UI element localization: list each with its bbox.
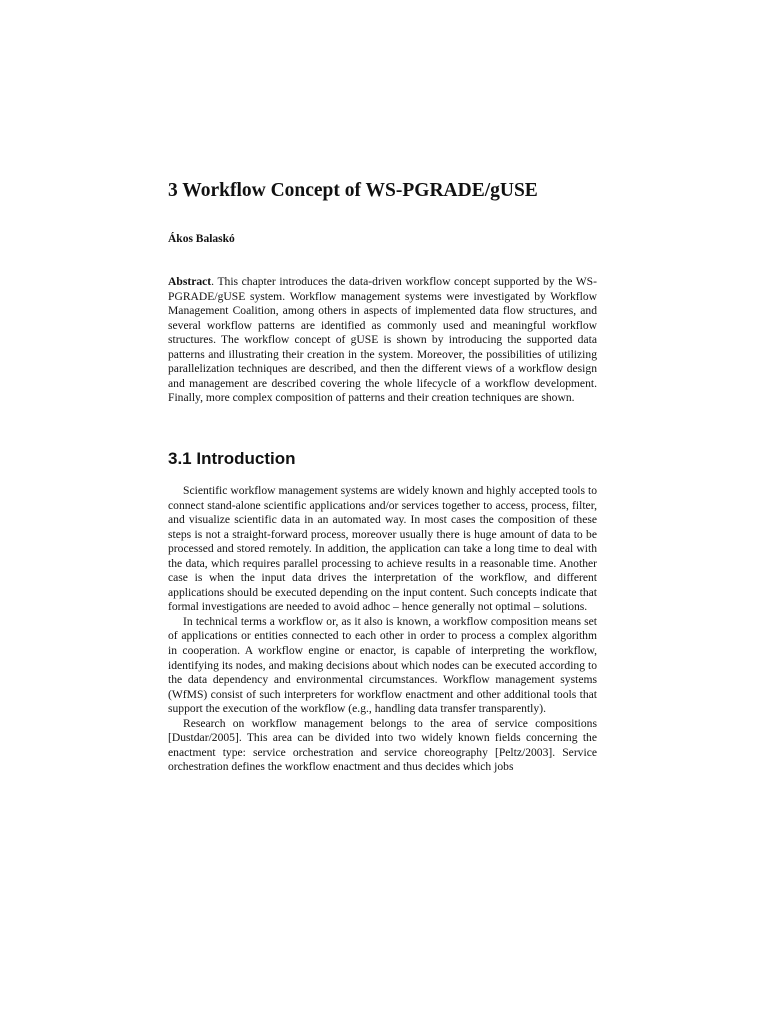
abstract-label: Abstract bbox=[168, 275, 212, 288]
chapter-title: 3 Workflow Concept of WS-PGRADE/gUSE bbox=[168, 180, 538, 201]
author-name: Ákos Balaskó bbox=[168, 233, 235, 245]
section-heading: 3.1 Introduction bbox=[168, 449, 296, 468]
paragraph-1: Scientific workflow management systems are widely known and highly accepted tools to connect stand-alone scientific applications and/or services together to access, process, filter, and visualize scientific data in an automated way. In most cases the composition of these steps is not a straight-forward process, moreover usually there is huge amount of data to be processed and stored remotely. In addition, the application can take a long time to deal with the data, which requires parallel processing to achieve results in a reasonable time. Another case is when the input data drives the interpretation of the workflow, and different applications should be executed depending on the input content. Such concepts indicate that formal investigations are needed to avoid adhoc – hence generally not optimal – solutions. bbox=[168, 484, 597, 614]
paragraph-2: In technical terms a workflow or, as it also is known, a workflow composition means set of applications or entities connected to each other in order to process a complex algorithm in cooperation. A workflow engine or enactor, is capable of interpreting the workflow, identifying its nodes, and making decisions about which nodes can be executed according to the data dependency and environmental circumstances. Workflow management systems (WfMS) consist of such interpreters for workflow enactment and other additional tools that support the execution of the workflow (e.g., handling data transfer transparently). bbox=[168, 614, 597, 716]
section-body bbox=[168, 484, 597, 775]
abstract-text: . This chapter introduces the data-driven workflow concept supported by the WS-PGRADE/gUSE system. Workflow management systems were investigated by Workflow Management Coalition, among others in aspects of implemented data flow structures, and several workflow patterns are identified as commonly used and meaningful workflow structures. The workflow concept of gUSE is shown by introducing the supported data patterns and illustrating their creation in the system. Moreover, the possibilities of utilizing parallelization techniques are described, and then the different views of a workflow design and management are described covering the whole lifecycle of a workflow development. Finally, more complex composition of patterns and their creation techniques are shown. bbox=[168, 275, 597, 405]
abstract bbox=[168, 275, 597, 406]
paragraph-3: Research on workflow management belongs to the area of service compositions [Dustdar/2005]. This area can be divided into two widely known fields concerning the enactment type: service orchestration and service choreography [Peltz/2003]. Service orchestration defines the workflow enactment and thus decides which jobs bbox=[168, 716, 597, 774]
